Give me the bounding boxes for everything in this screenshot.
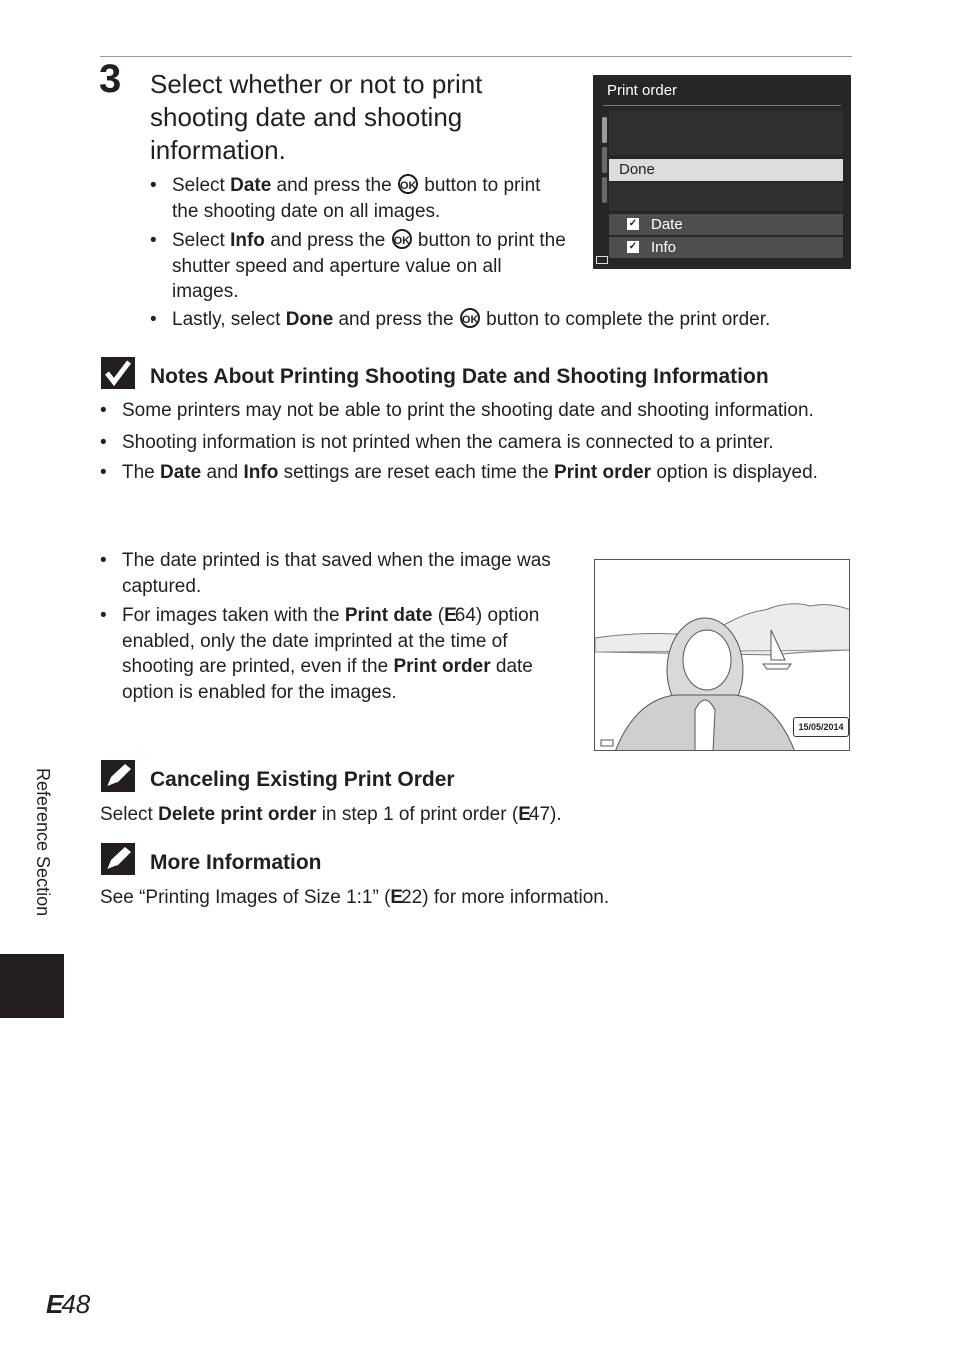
notes-list — [100, 397, 840, 485]
reference-section-icon: E — [444, 605, 455, 626]
checkbox-icon: ✓ — [628, 241, 638, 252]
battery-icon — [596, 256, 608, 264]
top-rule — [100, 56, 852, 57]
date-option: ✓ Date — [609, 214, 843, 235]
reference-section-icon: E — [46, 1289, 62, 1319]
ok-button-icon: OK — [398, 174, 418, 194]
list-item: • The Date and Info settings are reset each time the Print order option is displayed. — [100, 460, 840, 486]
list-item: • Select Info and press the OK button to print the shutter speed and aperture value on all images. — [150, 228, 570, 305]
menu-slot — [609, 183, 843, 211]
camera-screen — [593, 75, 851, 269]
more-heading: More Information — [150, 851, 322, 874]
menu-tab — [602, 117, 607, 143]
menu-tab — [602, 147, 607, 173]
notes-heading: Notes About Printing Shooting Date and Shooting Information — [150, 365, 769, 388]
reference-section-icon: E — [518, 804, 529, 825]
done-option: Done — [609, 159, 843, 181]
step-bullets — [150, 173, 570, 305]
ok-button-icon: OK — [392, 229, 412, 249]
notes-list-2 — [100, 548, 575, 705]
list-item: • Lastly, select Done and press the OK button to complete the print order. — [150, 307, 850, 333]
step-title: Select whether or not to print shooting date and shooting information. — [150, 69, 483, 165]
sample-photo — [594, 559, 850, 751]
info-option: ✓ Info — [609, 237, 843, 258]
list-item: • For images taken with the Print date (E64) option enabled, only the date imprinted at the time of shooting are printed, even if the Print order date option is enabled for the images. — [100, 603, 575, 705]
camera-screen-title: Print order — [607, 82, 678, 99]
list-item: • Some printers may not be able to print the shooting date and shooting information. — [100, 397, 840, 424]
section-tab-label: Reference Section — [33, 768, 53, 917]
pencil-note-icon — [101, 843, 135, 875]
menu-slot — [609, 111, 843, 155]
more-text: See “Printing Images of Size 1:1” (E22) for more information. — [100, 887, 610, 908]
reference-section-icon: E — [390, 887, 402, 908]
section-tab — [0, 954, 64, 1018]
cancel-text: Select Delete print order in step 1 of print order (E47). — [100, 804, 562, 825]
ok-button-icon: OK — [460, 308, 480, 328]
step-bullets-last — [150, 307, 850, 333]
check-note-icon — [101, 357, 135, 389]
menu-tab — [602, 177, 607, 203]
divider — [603, 105, 841, 106]
page-number: E48 — [46, 1289, 91, 1319]
list-item: • The date printed is that saved when the image was captured. — [100, 548, 575, 599]
list-item: • Shooting information is not printed when the camera is connected to a printer. — [100, 430, 840, 456]
cancel-heading: Canceling Existing Print Order — [150, 768, 455, 791]
pencil-note-icon — [101, 760, 135, 792]
step-number: 3 — [99, 57, 122, 101]
checkbox-icon: ✓ — [628, 218, 638, 229]
date-stamp: 15/05/2014 — [793, 717, 849, 737]
list-item: • Select Date and press the OK button to print the shooting date on all images. — [150, 173, 570, 224]
